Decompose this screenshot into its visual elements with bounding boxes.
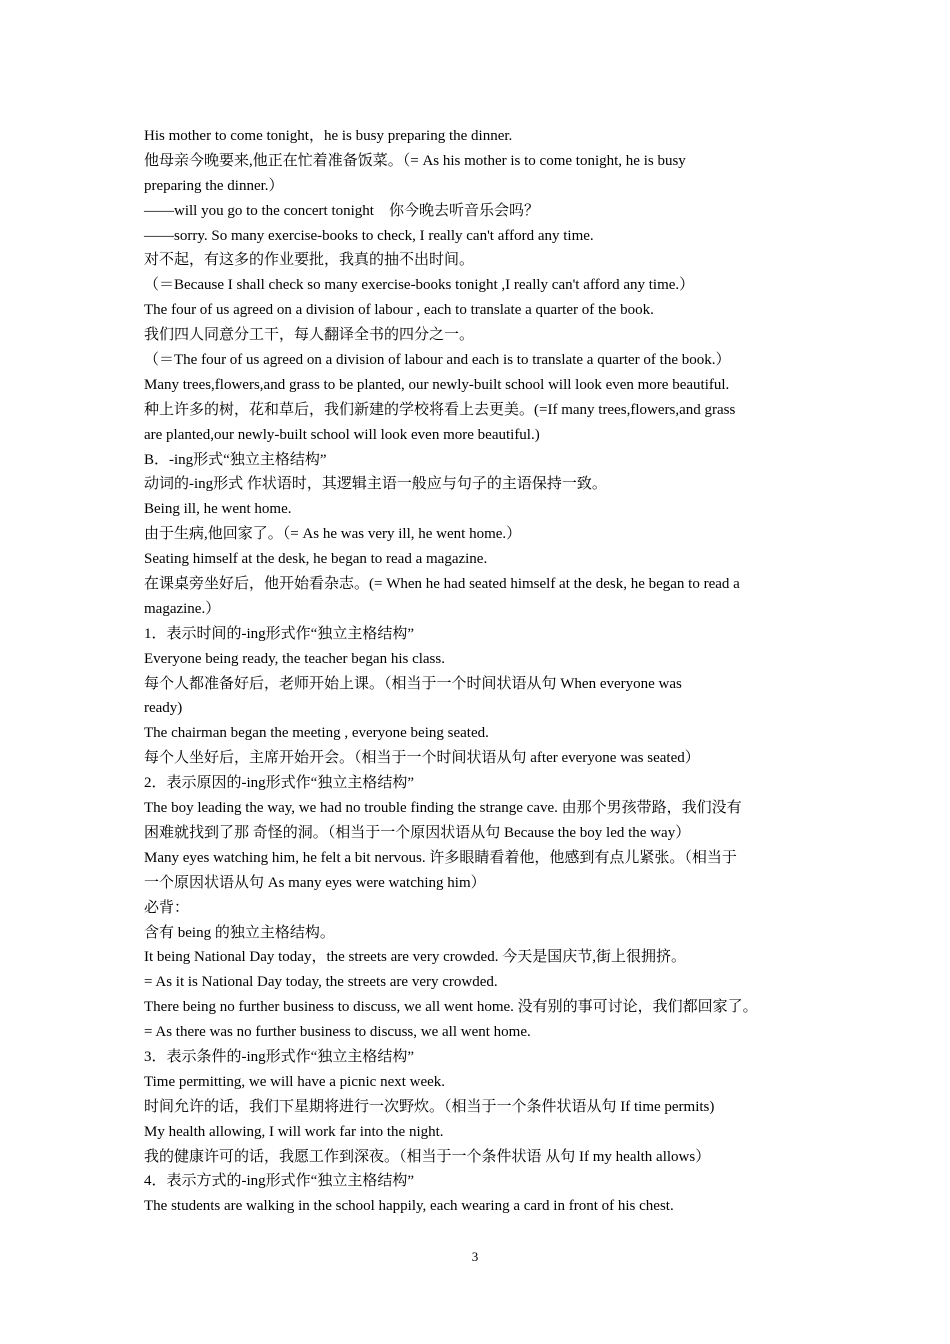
text-line: 种上许多的树，花和草后，我们新建的学校将看上去更美。(=If many trees,flowers,and grass xyxy=(144,401,736,418)
text-line: = As there was no further business to discuss, we all went home. xyxy=(144,1024,531,1041)
text-line: magazine.） xyxy=(144,600,221,617)
text-line: 我们四人同意分工干，每人翻译全书的四分之一。 xyxy=(144,327,475,344)
page-body xyxy=(144,124,820,1219)
text-line: 在课桌旁坐好后，他开始看杂志。(= When he had seated himself at the desk, he began to read a xyxy=(144,576,740,593)
text-line: （＝The four of us agreed on a division of labour and each is to translate a quarter of the book.） xyxy=(144,352,731,369)
text-line: 每个人坐好后，主席开始开会。（相当于一个时间状语从句 after everyone was seated） xyxy=(144,750,700,767)
text-line: The students are walking in the school happily, each wearing a card in front of his chest. xyxy=(144,1198,674,1215)
text-line: Many trees,flowers,and grass to be planted, our newly-built school will look even more beautiful. xyxy=(144,376,730,393)
text-line: Many eyes watching him, he felt a bit nervous. 许多眼睛看着他，他感到有点儿紧张。（相当于 xyxy=(144,849,737,866)
text-line: （＝Because I shall check so many exercise-books tonight ,I really can't afford any time.） xyxy=(144,277,695,294)
text-line: 4．表示方式的-ing形式作“独立主格结构” xyxy=(144,1173,414,1190)
text-line: The chairman began the meeting , everyone being seated. xyxy=(144,725,489,742)
text-line: It being National Day today，the streets are very crowded. 今天是国庆节,街上很拥挤。 xyxy=(144,949,686,966)
text-line: preparing the dinner.） xyxy=(144,177,284,194)
text-line: 2．表示原因的-ing形式作“独立主格结构” xyxy=(144,775,414,792)
text-line: 3．表示条件的-ing形式作“独立主格结构” xyxy=(144,1048,414,1065)
text-line: 困难就找到了那 奇怪的洞。（相当于一个原因状语从句 Because the boy led the way） xyxy=(144,824,691,841)
text-line: B．-ing形式“独立主格结构” xyxy=(144,451,327,468)
text-line: 含有 being 的独立主格结构。 xyxy=(144,924,335,941)
text-line: The boy leading the way, we had no trouble finding the strange cave. 由那个男孩带路，我们没有 xyxy=(144,800,742,817)
text-line: 必背： xyxy=(144,899,190,916)
text-line: His mother to come tonight，he is busy preparing the dinner. xyxy=(144,128,513,144)
text-line: 对不起，有这多的作业要批，我真的抽不出时间。 xyxy=(144,252,475,269)
text-line: are planted,our newly-built school will look even more beautiful.) xyxy=(144,426,540,443)
page-number: 3 xyxy=(471,1249,479,1264)
text-line: The four of us agreed on a division of labour , each to translate a quarter of the book. xyxy=(144,302,654,319)
text-line: 时间允许的话，我们下星期将进行一次野炊。（相当于一个条件状语从句 If time permits) xyxy=(144,1098,715,1115)
text-line: ——will you go to the concert tonight 你今晚去听音乐会吗？ xyxy=(144,202,539,219)
text-line: ——sorry. So many exercise-books to check, I really can't afford any time. xyxy=(144,227,594,244)
text-line: Seating himself at the desk, he began to read a magazine. xyxy=(144,551,488,568)
text-line: 他母亲今晚要来,他正在忙着准备饭菜。（= As his mother is to come tonight, he is busy xyxy=(144,152,686,169)
text-line: 由于生病,他回家了。（= As he was very ill, he went home.） xyxy=(144,526,522,543)
text-line: ready) xyxy=(144,700,183,717)
text-line: 动词的-ing形式 作状语时，其逻辑主语一般应与句子的主语保持一致。 xyxy=(144,476,607,493)
text-line: 我的健康许可的话，我愿工作到深夜。（相当于一个条件状语 从句 If my health allows） xyxy=(144,1148,711,1165)
text-line: Time permitting, we will have a picnic next week. xyxy=(144,1073,446,1090)
text-line: My health allowing, I will work far into the night. xyxy=(144,1123,444,1140)
text-line: 1．表示时间的-ing形式作“独立主格结构” xyxy=(144,625,414,642)
text-line: Everyone being ready, the teacher began his class. xyxy=(144,650,445,667)
text-line: Being ill, he went home. xyxy=(144,501,292,518)
text-line: 每个人都准备好后，老师开始上课。（相当于一个时间状语从句 When everyone was xyxy=(144,675,682,692)
text-line: There being no further business to discuss, we all went home. 没有别的事可讨论，我们都回家了。 xyxy=(144,999,758,1016)
text-line: 一个原因状语从句 As many eyes were watching him） xyxy=(144,874,486,891)
text-line: = As it is National Day today, the streets are very crowded. xyxy=(144,974,498,991)
